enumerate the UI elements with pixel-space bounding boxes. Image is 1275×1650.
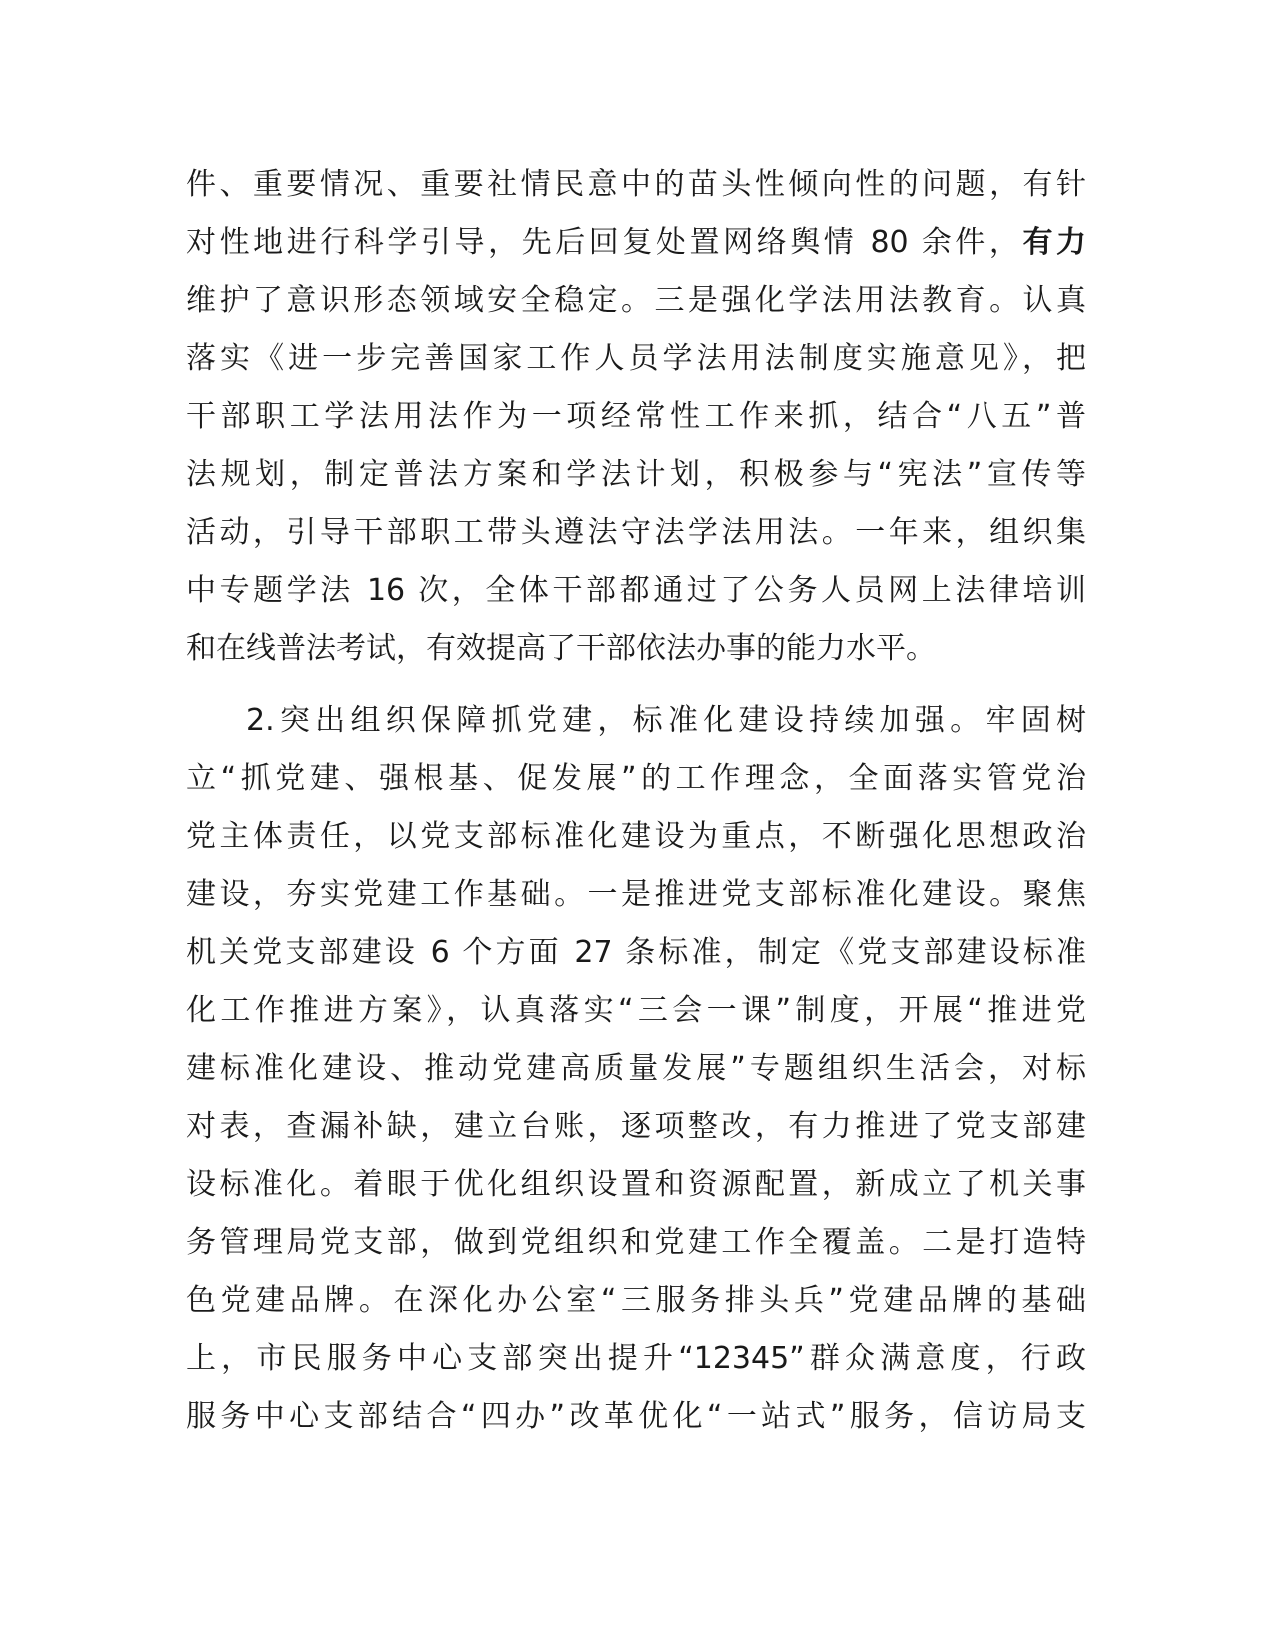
text-line: 上，市民服务中心支部突出提升“12345”群众满意度，行政 xyxy=(186,1341,1086,1376)
text-line-part: 对性地进行科学引导，先后回复处置网络舆情 80 余件， xyxy=(186,225,1023,260)
paragraph-1 xyxy=(186,156,1086,678)
text-line: 活动，引导干部职工带头遵法守法学法用法。一年来，组织集 xyxy=(186,515,1086,550)
text-line: 和在线普法考试，有效提高了干部依法办事的能力水平。 xyxy=(186,631,936,666)
text-line xyxy=(186,214,1086,272)
text-line: 件、重要情况、重要社情民意中的苗头性倾向性的问题，有针 xyxy=(186,167,1086,202)
text-line: 法规划，制定普法方案和学法计划，积极参与“宪法”宣传等 xyxy=(186,457,1086,492)
text-line: 维护了意识形态领域安全稳定。三是强化学法用法教育。认真 xyxy=(186,283,1086,318)
text-line: 设标准化。着眼于优化组织设置和资源配置，新成立了机关事 xyxy=(186,1167,1086,1202)
text-line: 务管理局党支部，做到党组织和党建工作全覆盖。二是打造特 xyxy=(186,1225,1086,1260)
paragraph-2 xyxy=(186,692,1086,1446)
text-line: 色党建品牌。在深化办公室“三服务排头兵”党建品牌的基础 xyxy=(186,1283,1086,1318)
text-line: 党主体责任，以党支部标准化建设为重点，不断强化思想政治 xyxy=(186,819,1086,854)
text-line: 机关党支部建设 6 个方面 27 条标准，制定《党支部建设标准 xyxy=(186,935,1086,970)
text-line: 建标准化建设、推动党建高质量发展”专题组织生活会，对标 xyxy=(186,1051,1086,1086)
text-line: 服务中心支部结合“四办”改革优化“一站式”服务，信访局支 xyxy=(186,1399,1086,1434)
text-line: 建设，夯实党建工作基础。一是推进党支部标准化建设。聚焦 xyxy=(186,877,1086,912)
text-line: 对表，查漏补缺，建立台账，逐项整改，有力推进了党支部建 xyxy=(186,1109,1086,1144)
text-line: 化工作推进方案》，认真落实“三会一课”制度，开展“推进党 xyxy=(186,993,1086,1028)
text-line: 2.突出组织保障抓党建，标准化建设持续加强。牢固树 xyxy=(246,703,1086,738)
text-line: 中专题学法 16 次，全体干部都通过了公务人员网上法律培训 xyxy=(186,573,1086,608)
text-line: 落实《进一步完善国家工作人员学法用法制度实施意见》，把 xyxy=(186,341,1086,376)
text-line: 立“抓党建、强根基、促发展”的工作理念，全面落实管党治 xyxy=(186,761,1086,796)
text-line: 干部职工学法用法作为一项经常性工作来抓，结合“八五”普 xyxy=(186,399,1086,434)
bold-text: 有力 xyxy=(1022,225,1087,260)
